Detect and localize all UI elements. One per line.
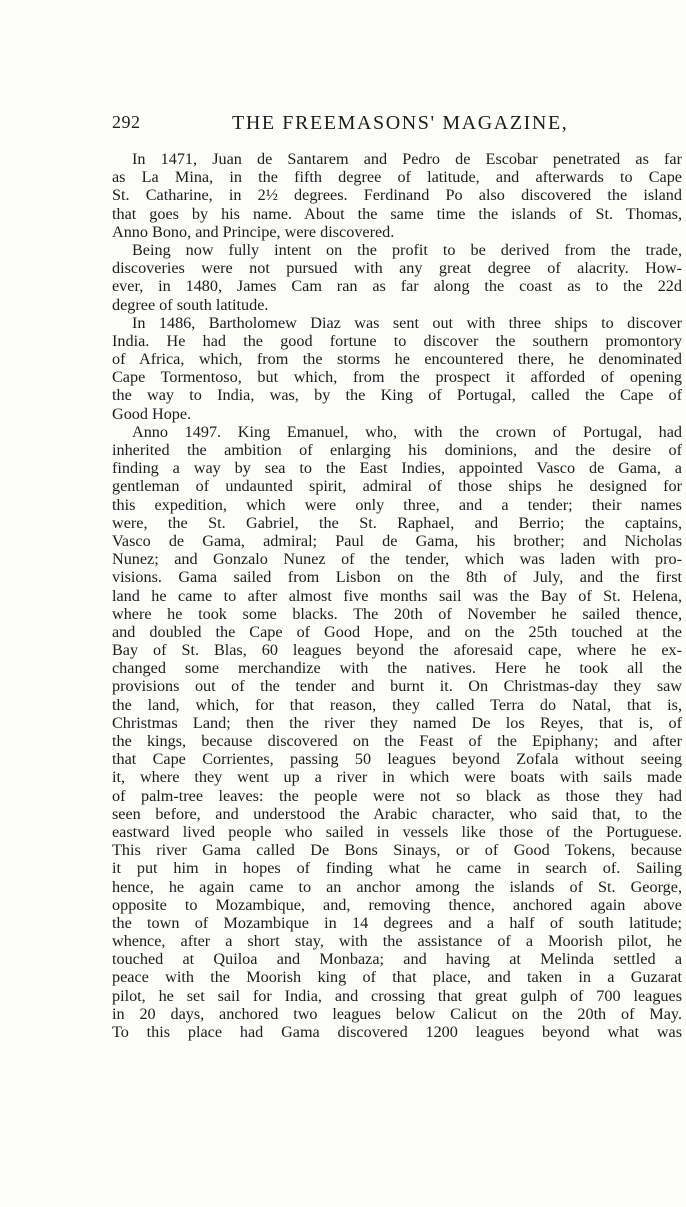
text-line: To this place had Gama discovered 1200 leagues beyond what was <box>112 1023 682 1041</box>
text-line: changed some merchandize with the natives. Here he took all the <box>112 659 682 678</box>
text-line: that goes by his name. About the same time the islands of St. Thomas, <box>112 204 682 223</box>
text-line: that Cape Corrientes, passing 50 leagues beyond Zofala without seeing <box>112 750 682 769</box>
text-line: land he came to after almost five months sail was the Bay of St. Helena, <box>112 586 682 605</box>
text-line: the kings, because discovered on the Feast of the Epiphany; and after <box>112 732 682 750</box>
text-line: In 1486, Bartholomew Diaz was sent out with three ships to discover <box>132 313 682 332</box>
text-line: St. Catharine, in 2½ degrees. Ferdinand Po also discovered the island <box>112 186 682 205</box>
text-line: Anno 1497. King Emanuel, who, with the crown of Portugal, had <box>132 422 682 441</box>
text-line: Good Hope. <box>112 404 192 423</box>
text-line: it put him in hopes of finding what he came in search of. Sailing <box>112 859 682 878</box>
text-line: finding a way by sea to the East Indies, appointed Vasco de Gama, a <box>112 459 682 478</box>
text-line: of Africa, which, from the storms he encountered there, he denominated <box>112 350 682 369</box>
body-text <box>112 150 682 1041</box>
text-line: the way to India, was, by the King of Portugal, called the Cape of <box>112 386 682 405</box>
text-line: in 20 days, anchored two leagues below Calicut on the 20th of May. <box>112 1004 682 1023</box>
text-line: as La Mina, in the fifth degree of latitude, and afterwards to Cape <box>112 168 682 187</box>
text-line: visions. Gama sailed from Lisbon on the 8th of July, and the first <box>112 568 682 587</box>
text-line: Christmas Land; then the river they named De los Reyes, that is, of <box>112 713 682 732</box>
text-line: peace with the Moorish king of that place, and taken in a Guzarat <box>112 968 682 987</box>
text-line: it, where they went up a river in which were boats with sails made <box>112 768 682 787</box>
text-line: this expedition, which were only three, and a tender; their names <box>112 495 682 514</box>
text-line: opposite to Mozambique, and, removing thence, anchored again above <box>112 895 682 914</box>
text-line: of palm-tree leaves: the people were not so black as those they had <box>112 786 682 805</box>
text-line: Bay of St. Blas, 60 leagues beyond the aforesaid cape, where he ex- <box>112 641 682 660</box>
text-line: ever, in 1480, James Cam ran as far along the coast as to the 22d <box>112 277 682 296</box>
text-line: discoveries were not pursued with any great degree of alacrity. How- <box>112 259 682 278</box>
text-line: India. He had the good fortune to discover the southern promontory <box>112 331 682 350</box>
text-line: touched at Quiloa and Monbaza; and having at Melinda settled a <box>112 950 682 969</box>
text-line: the town of Mozambique in 14 degrees and a half of south latitude; <box>112 913 682 932</box>
text-line: were, the St. Gabriel, the St. Raphael, and Berrio; the captains, <box>112 513 682 532</box>
text-line: eastward lived people who sailed in vessels like those of the Portuguese. <box>112 822 682 841</box>
text-line: In 1471, Juan de Santarem and Pedro de Escobar penetrated as far <box>132 150 682 168</box>
page-number: 292 <box>112 112 141 132</box>
text-line: provisions out of the tender and burnt it. On Christmas-day they saw <box>112 677 682 696</box>
text-line: hence, he again came to an anchor among the islands of St. George, <box>112 877 682 896</box>
text-line: seen before, and understood the Arabic character, who said that, to the <box>112 804 682 823</box>
text-line: Being now fully intent on the profit to be derived from the trade, <box>132 240 682 259</box>
text-line: gentleman of undaunted spirit, admiral of those ships he designed for <box>112 477 682 496</box>
text-line: inherited the ambition of enlarging his dominions, and the desire of <box>112 441 682 459</box>
text-line: Vasco de Gama, admiral; Paul de Gama, his brother; and Nicholas <box>112 531 682 550</box>
text-line: Cape Tormentoso, but which, from the prospect it afforded of opening <box>112 368 682 387</box>
text-line: and doubled the Cape of Good Hope, and on the 25th touched at the <box>112 622 682 641</box>
text-line: This river Gama called De Bons Sinays, or of Good Tokens, because <box>112 841 682 860</box>
text-line: the land, which, for that reason, they called Terra do Natal, that is, <box>112 695 682 714</box>
page-header <box>112 112 682 142</box>
text-line: where he took some blacks. The 20th of November he sailed thence, <box>112 604 682 623</box>
text-line: degree of south latitude. <box>112 295 269 314</box>
text-line: whence, after a short stay, with the assistance of a Moorish pilot, he <box>112 932 682 951</box>
text-line: pilot, he set sail for India, and crossing that great gulph of 700 leagues <box>112 986 682 1005</box>
running-title: THE FREEMASONS' MAGAZINE, <box>232 112 569 134</box>
text-line: Anno Bono, and Principe, were discovered. <box>112 222 395 241</box>
text-line: Nunez; and Gonzalo Nunez of the tender, which was laden with pro- <box>112 550 682 569</box>
